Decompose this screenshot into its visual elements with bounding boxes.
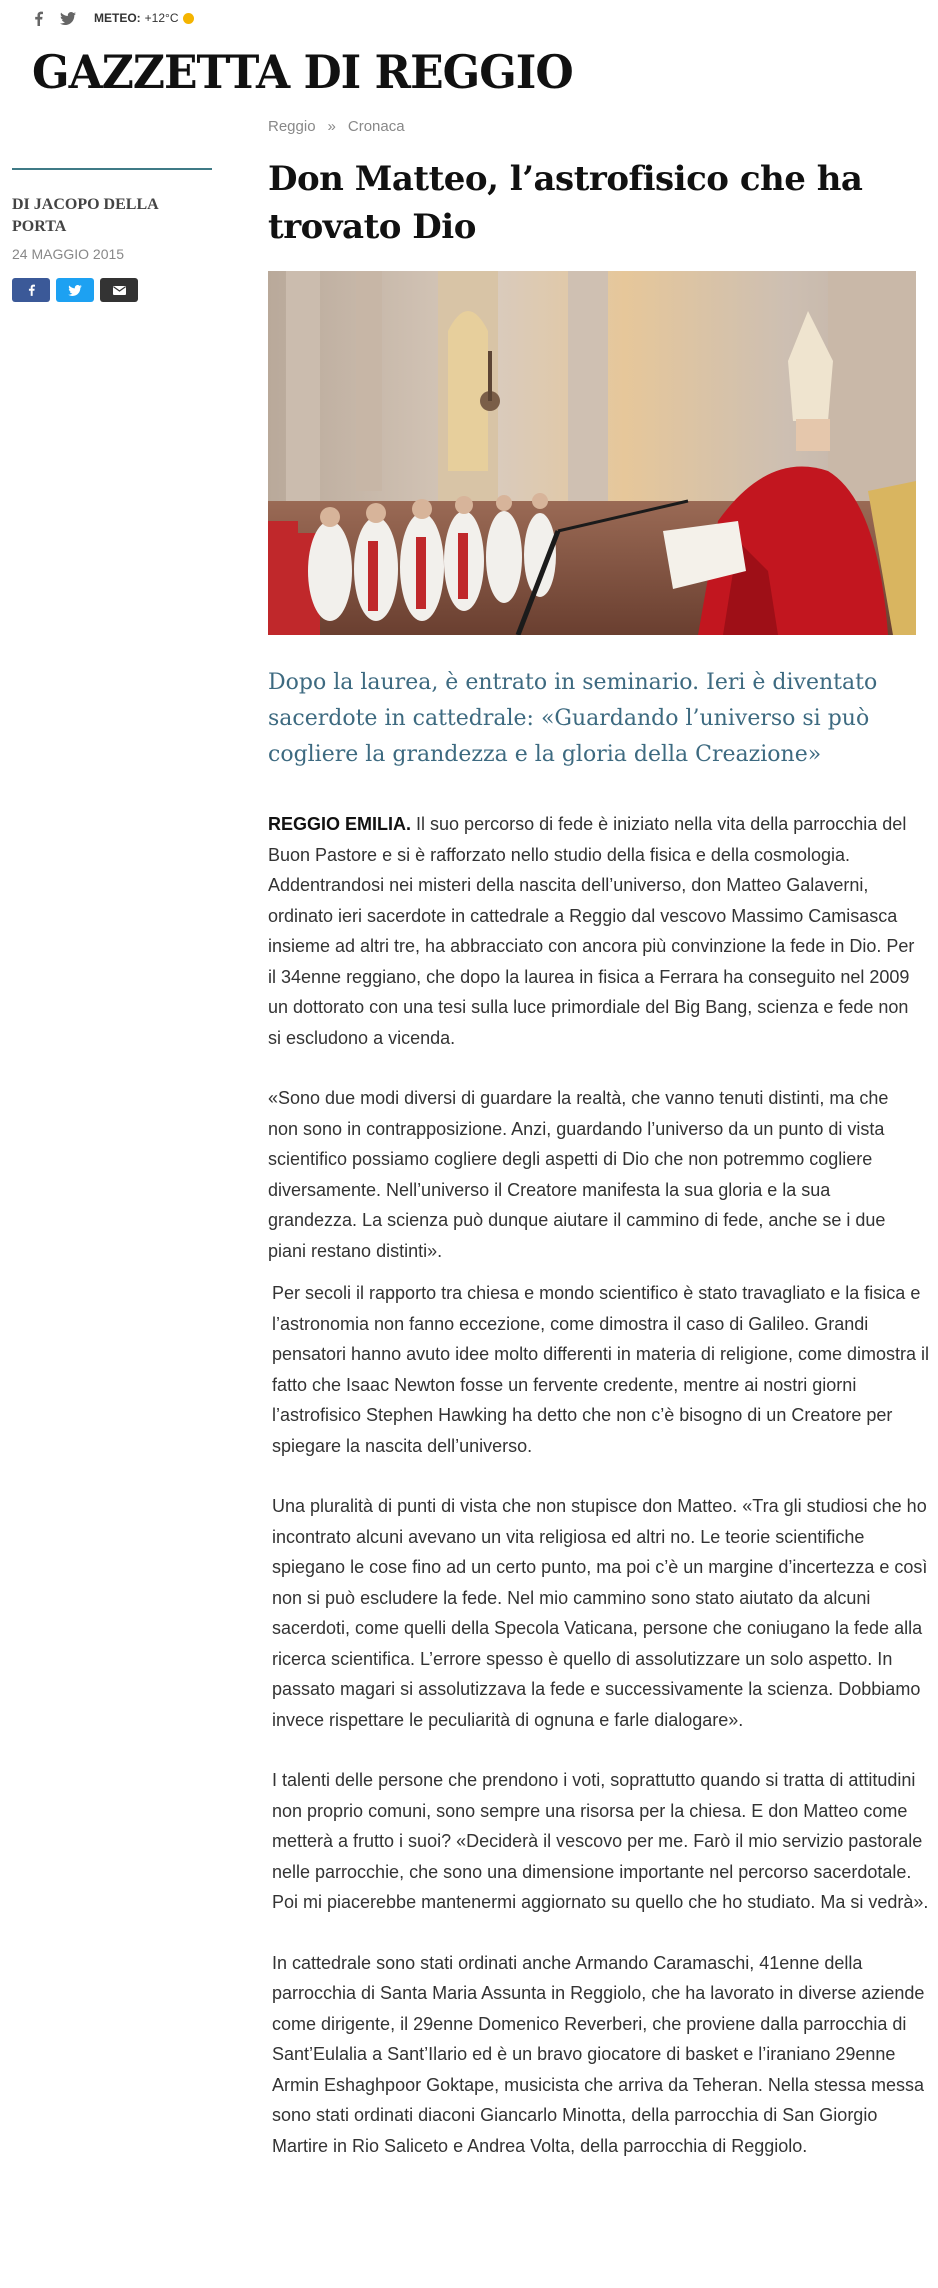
share-buttons <box>12 278 212 302</box>
meteo-label: METEO: <box>94 11 141 25</box>
share-email-button[interactable] <box>100 278 138 302</box>
breadcrumb-cronaca[interactable]: Cronaca <box>347 118 405 135</box>
top-bar <box>30 8 194 28</box>
breadcrumb-separator: » <box>327 118 336 135</box>
breadcrumb <box>268 118 916 135</box>
facebook-icon <box>28 284 35 296</box>
article-paragraph: In cattedrale sono stati ordinati anche Armando Caramaschi, 41enne della parrocchia di Santa Maria Assunta in Reggiolo, che ha lavorato in diverse aziende come dirigente, il 29enne Domenico Reverberi, che proviene dalla parrocchia di Sant’Eulalia a Sant’Ilario ed è un bravo giocatore di basket e l’iraniano 29enne Armin Eshaghpoor Goktape, musicista che arriva da Teheran. Nella stessa messa sono stati ordinati diaconi Giancarlo Minotta, della parrocchia di San Giorgio Martire in Rio Saliceto e Andrea Volta, della parrocchia di Reggiolo. <box>272 1952 925 2156</box>
email-icon <box>113 286 126 295</box>
article-sidebar <box>12 168 212 302</box>
article-paragraph: Per secoli il rapporto tra chiesa e mondo scientifico è stato travagliato e la fisica e l’astronomia non fanno eccezione, come dimostra il caso di Galileo. Grandi pensatori hanno avuto idee molto differenti in materia di religione, come dimostra il fatto che Isaac Newton fosse un fervente credente, mentre ai nostri giorni l’astrofisico Stephen Hawking ha detto che non c’è bisogno di un Creatore per spiegare la nascita dell’universo. <box>272 1283 930 1456</box>
sidebar-divider <box>12 168 212 170</box>
article-lead: REGGIO EMILIA. <box>268 814 412 834</box>
author-name: DI JACOPO DELLA PORTA <box>12 196 158 235</box>
article-main <box>268 118 930 2161</box>
share-facebook-button[interactable] <box>12 278 50 302</box>
publish-date: 24 MAGGIO 2015 <box>12 246 125 262</box>
article-paragraph: «Sono due modi diversi di guardare la realtà, che vanno tenuti distinti, ma che non sono in contrapposizione. Anzi, guardando l’universo da un punto di vista scientifico possiamo cogliere degli aspetti di Dio che non potremmo cogliere diversamente. Nell’universo il Creatore manifesta la sua gloria e la sua grandezza. La scienza può dunque aiutare il cammino di fede, anche se i due piani restano distinti». <box>268 1088 889 1261</box>
site-logo[interactable]: GAZZETTA DI REGGIO <box>32 46 573 100</box>
meteo-temperature: +12°C <box>144 11 179 25</box>
twitter-icon <box>68 285 82 296</box>
sun-icon <box>183 13 194 24</box>
paragraph-text: Il suo percorso di fede è iniziato nella vita della parrocchia del Buon Pastore e si è rafforzato nello studio della fisica e della cosmologia. Addentrandosi nei misteri della nascita dell’universo, don Matteo Galaverni, ordinato ieri sacerdote in cattedrale a Reggio dal vescovo Massimo Camisasca insieme ad altri tre, ha abbracciato con ancora più convinzione la fede in Dio. Per il 34enne reggiano, che dopo la laurea in fisica a Ferrara ha conseguito nel 2009 un dottorato con una tesi sulla luce primordiale del Big Bang, scienza e fede non si escludono a vicenda. <box>268 814 915 1048</box>
article-paragraph <box>268 809 916 1053</box>
article-title: Don Matteo, l’astrofisico che ha trovato Dio <box>268 159 863 247</box>
article-summary: Dopo la laurea, è entrato in seminario. Ieri è diventato sacerdote in cattedrale: «Guardando l’universo si può cogliere la grandezza e la gloria della Creazione» <box>268 670 878 767</box>
facebook-icon[interactable] <box>30 10 46 26</box>
share-twitter-button[interactable] <box>56 278 94 302</box>
article-paragraph: I talenti delle persone che prendono i voti, soprattutto quando si tratta di attitudini non proprio comuni, sono sempre una risorsa per la chiesa. E don Matteo come metterà a frutto i suoi? «Deciderà il vescovo per me. Farò il mio servizio pastorale nelle parrocchie, che sono una dimensione importante nel percorso sacerdotale. Poi mi piacerebbe mantenermi aggiornato su quello che ho studiato. Ma si vedrà». <box>272 1770 929 1912</box>
article-paragraph: Una pluralità di punti di vista che non stupisce don Matteo. «Tra gli studiosi che ho incontrato alcuni avevano un vita religiosa ed altri no. Le teorie scientifiche spiegano le cose fino ad un certo punto, ma poi c’è un margine d’incertezza e così non si può escludere la fede. Nel mio cammino sono stato aiutato da alcuni sacerdoti, come quelli della Specola Vaticana, persone che coniugano la fede alla ricerca scientifica. L’errore spesso è quello di assolutizzare un solo aspetto. In passato magari si assolutizzava la fede e successivamente la scienza. Dobbiamo invece rispettare le peculiarità di ognuna e farle dialogare». <box>272 1496 928 1730</box>
breadcrumb-reggio[interactable]: Reggio <box>268 118 316 135</box>
weather-widget[interactable] <box>94 11 194 25</box>
twitter-icon[interactable] <box>60 10 76 26</box>
article-body <box>268 809 930 2161</box>
article-photo[interactable] <box>268 271 916 635</box>
